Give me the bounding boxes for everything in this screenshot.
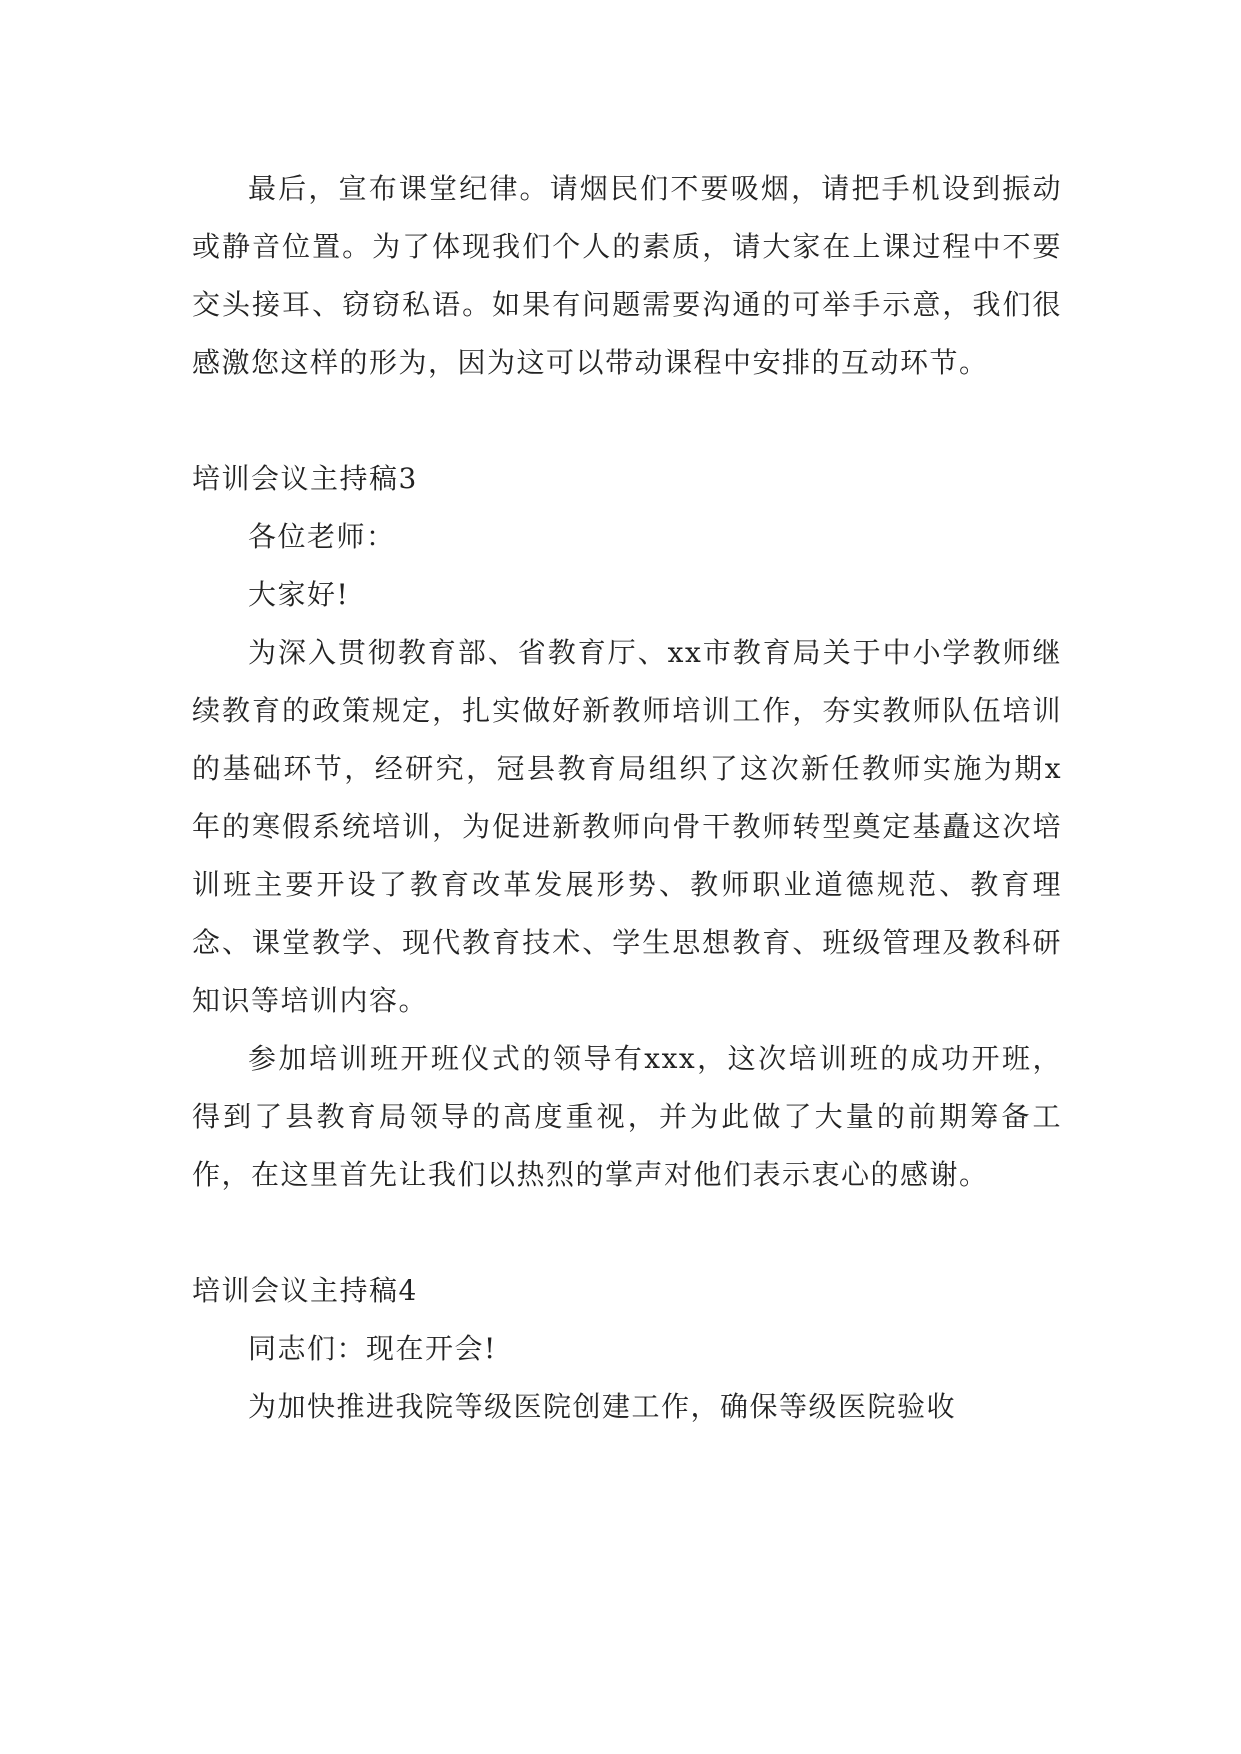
section-spacer [192, 1204, 1062, 1262]
section-spacer [192, 392, 1062, 450]
document-body [192, 160, 1062, 1436]
paragraph-leaders-thanks: 参加培训班开班仪式的领导有xxx，这次培训班的成功开班，得到了县教育局领导的高度重视，并为此做了大量的前期筹备工作，在这里首先让我们以热烈的掌声对他们表示衷心的感谢。 [192, 1042, 1062, 1191]
paragraph-greeting-teachers: 各位老师： [248, 520, 396, 553]
paragraph-meeting-open: 同志们：现在开会! [248, 1332, 497, 1365]
paragraph-hello: 大家好! [248, 578, 350, 611]
paragraph-classroom-rules: 最后，宣布课堂纪律。请烟民们不要吸烟，请把手机设到振动或静音位置。为了体现我们个人的素质，请大家在上课过程中不要交头接耳、窃窃私语。如果有问题需要沟通的可举手示意，我们很感激您这样的形为，因为这可以带动课程中安排的互动环节。 [192, 172, 1062, 379]
section-heading-4: 培训会议主持稿4 [192, 1274, 418, 1307]
paragraph-training-purpose: 为深入贯彻教育部、省教育厅、xx市教育局关于中小学教师继续教育的政策规定，扎实做好新教师培训工作，夯实教师队伍培训的基础环节，经研究，冠县教育局组织了这次新任教师实施为期x年的寒假系统培训，为促进新教师向骨干教师转型奠定基矗这次培训班主要开设了教育改革发展形势、教师职业道德规范、教育理念、课堂教学、现代教育技术、学生思想教育、班级管理及教科研知识等培训内容。 [192, 636, 1062, 1017]
section-heading-3: 培训会议主持稿3 [192, 462, 418, 495]
paragraph-hospital-accreditation: 为加快推进我院等级医院创建工作，确保等级医院验收 [248, 1390, 957, 1423]
